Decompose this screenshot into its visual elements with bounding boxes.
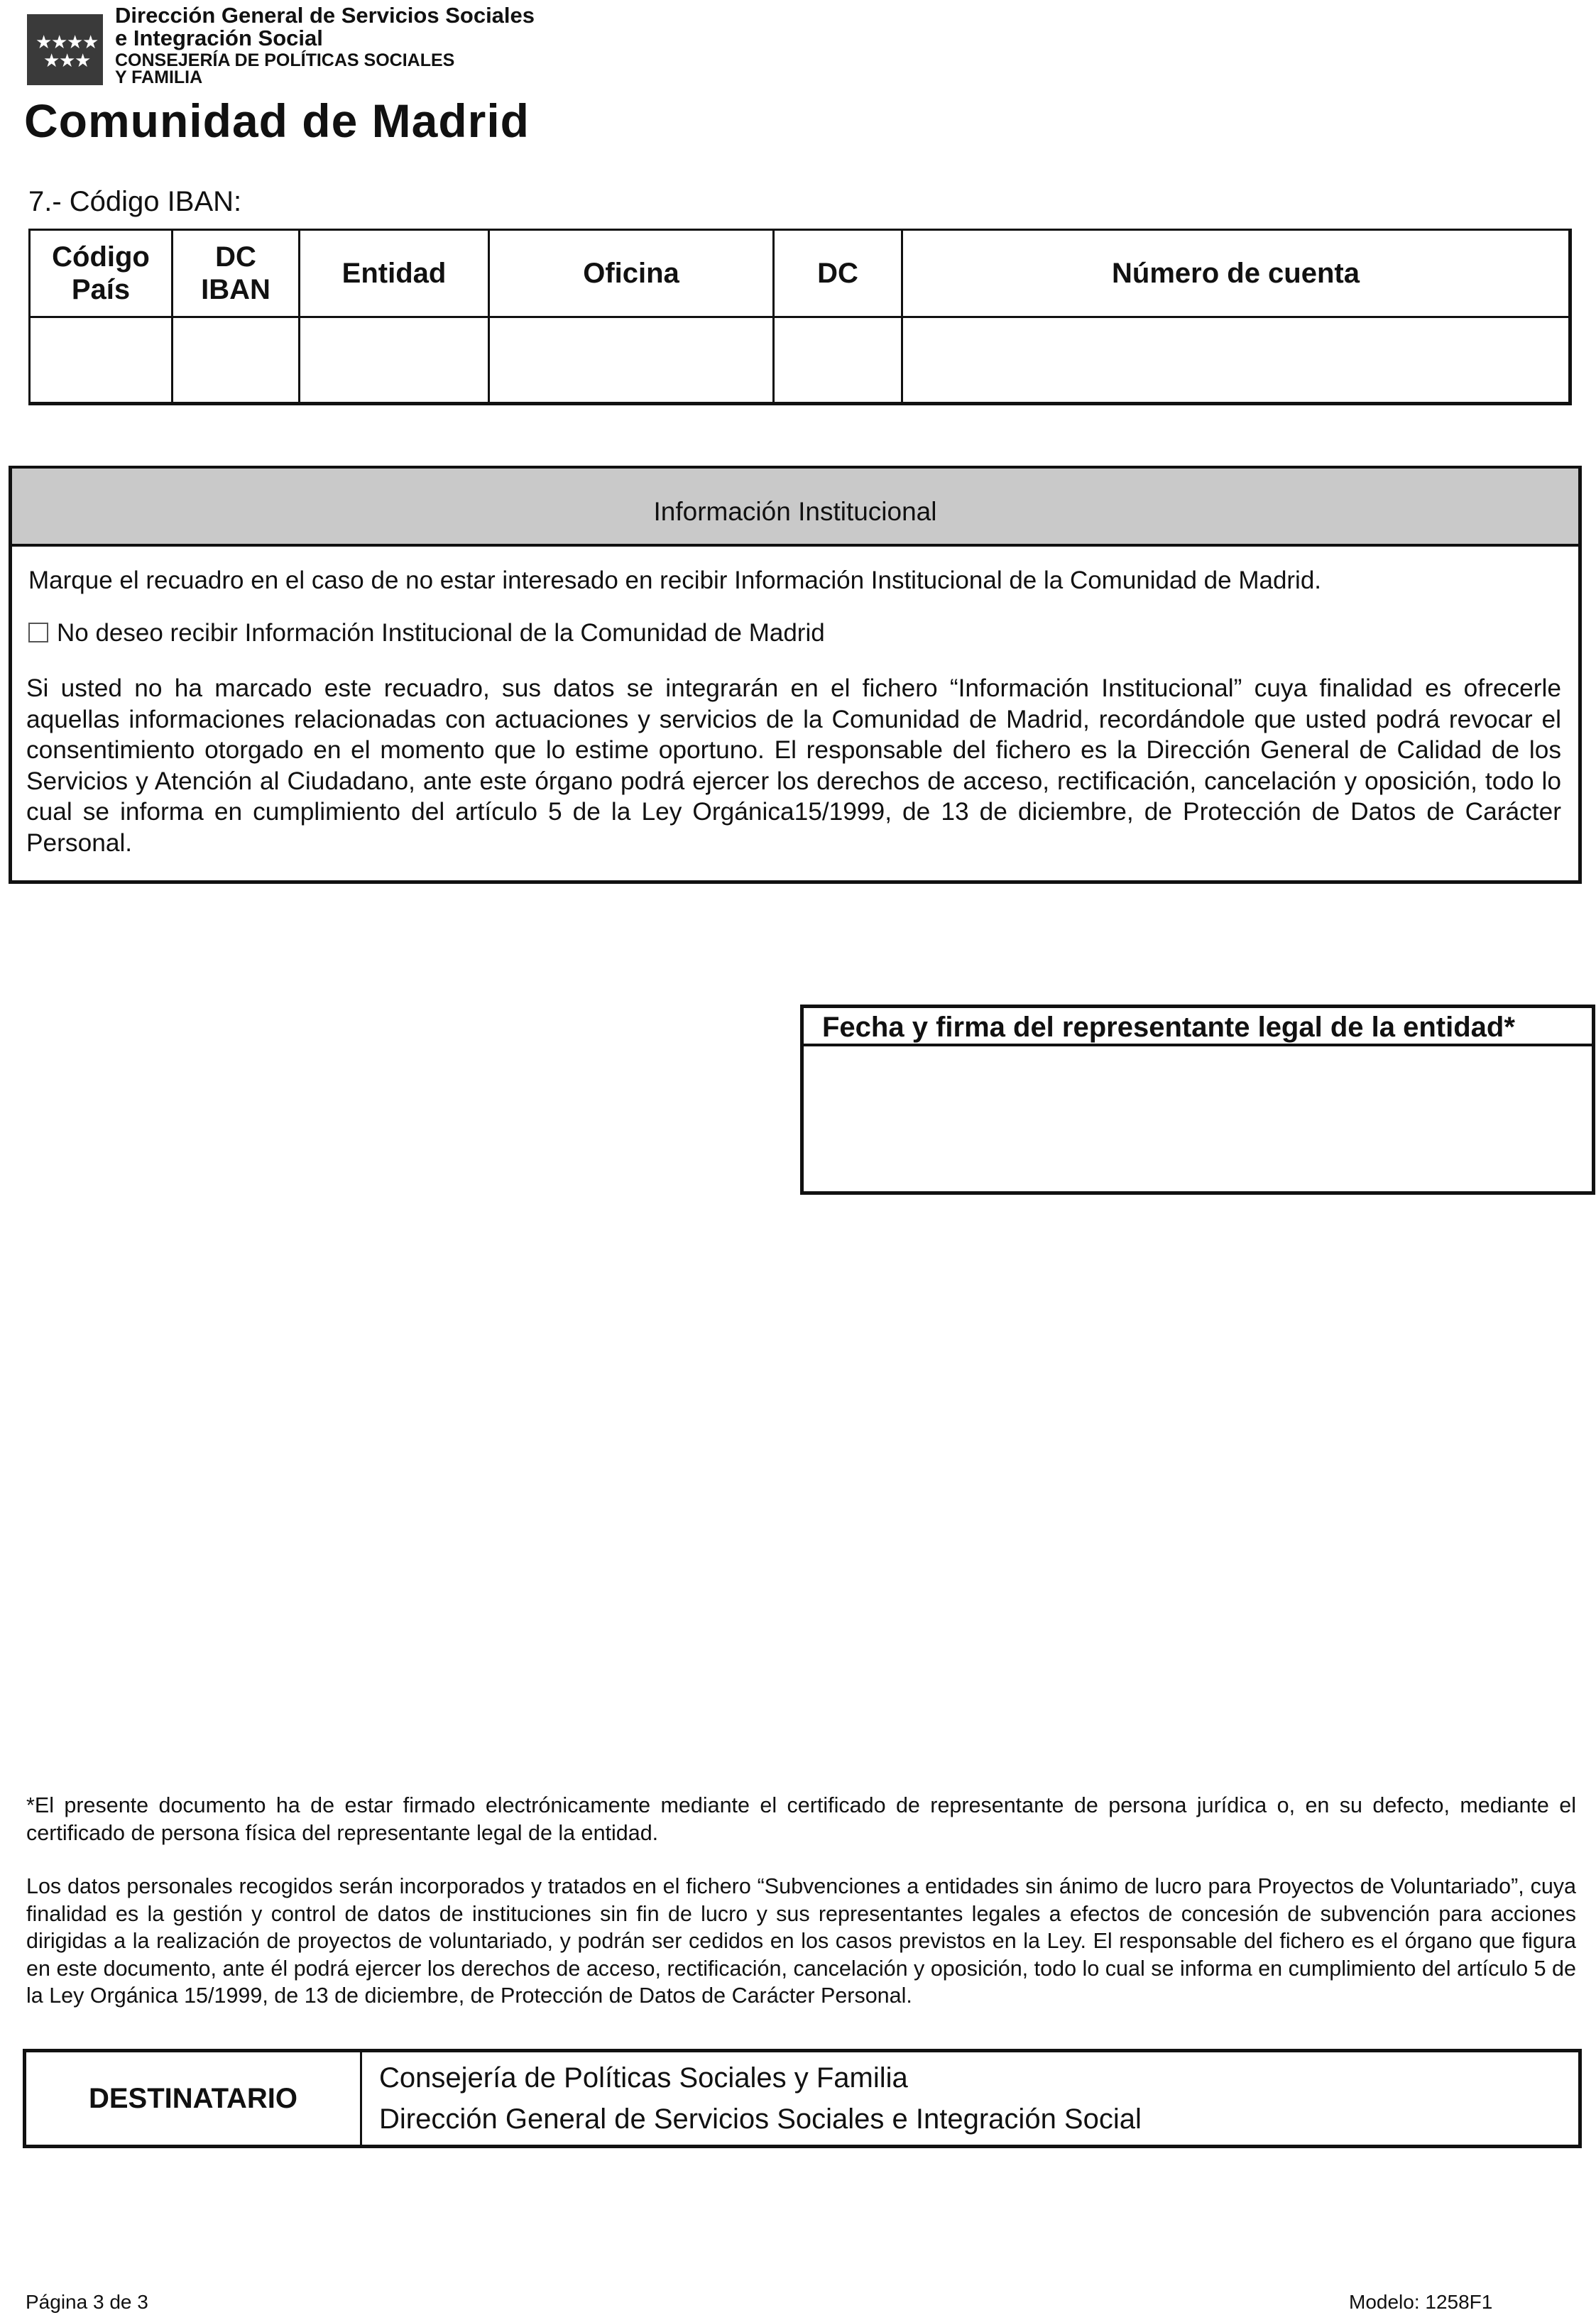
col-dc-line2: IBAN [201, 274, 270, 305]
entidad-field[interactable] [300, 317, 489, 404]
star-icon: ★ [75, 50, 92, 71]
star-icon: ★ [82, 31, 99, 53]
col-dc-line1: DC [215, 241, 256, 273]
iban-table [28, 229, 1572, 405]
info-paragraph: Si usted no ha marcado este recuadro, sus datos se integrarán en el fichero “Información Institucional” cuya finalidad es ofrecerle aquellas informaciones relacionadas con actuaciones y servicios de la Comunidad de Madrid, recordándole que usted podrá revocar el consentimiento otorgado en el momento que lo estime oportuno. El responsable del fichero es la Dirección General de Calidad de los Servicios y Atención al Ciudadano, ante este órgano podrá ejercer los derechos de acceso, rectificación, cancelación y oposición, todo lo cual se informa en cumplimiento del artículo 5 de la Ley Orgánica15/1999, de 13 de diciembre, de Protección de Datos de Carácter Personal. [26, 674, 1561, 857]
col-dc-iban [173, 230, 300, 317]
org-name-line1: Dirección General de Servicios Sociales [115, 3, 535, 28]
org-name-line3: CONSEJERÍA DE POLÍTICAS SOCIALES [115, 50, 455, 70]
opt-out-row[interactable] [28, 619, 825, 647]
col-numero-cuenta: Número de cuenta [902, 230, 1570, 317]
col-codigo-line2: País [71, 274, 131, 305]
dc-field[interactable] [774, 317, 902, 404]
comunidad-madrid-logo [27, 14, 103, 85]
footnote-signature: *El presente documento ha de estar firmado electrónicamente mediante el certificado de representante de persona jurídica o, en su defecto, mediante el certificado de persona física del representante legal de la entidad. [26, 1793, 1576, 1845]
star-icon: ★ [67, 31, 84, 53]
col-oficina: Oficina [489, 230, 774, 317]
info-institucional-heading: Información Institucional [12, 469, 1578, 547]
destinatario-value [361, 2051, 1580, 2147]
org-name-line4: Y FAMILIA [115, 67, 203, 87]
org-name-line2: e Integración Social [115, 26, 323, 50]
col-codigo-line1: Código [52, 241, 150, 273]
dc-iban-field[interactable] [173, 317, 300, 404]
destinatario-line2: Dirección General de Servicios Sociales e Integración Social [379, 2103, 1142, 2135]
opt-out-checkbox[interactable] [28, 623, 48, 642]
brand-title: Comunidad de Madrid [24, 94, 530, 147]
signature-box[interactable] [800, 1005, 1595, 1195]
numero-cuenta-field[interactable] [902, 317, 1570, 404]
star-icon: ★ [43, 50, 60, 71]
star-icon: ★ [59, 50, 76, 71]
col-entidad: Entidad [300, 230, 489, 317]
signature-title: Fecha y firma del representante legal de la entidad* [804, 1008, 1592, 1046]
destinatario-table [23, 2049, 1582, 2148]
col-codigo-pais [30, 230, 173, 317]
codigo-pais-field[interactable] [30, 317, 173, 404]
destinatario-line1: Consejería de Políticas Sociales y Familia [379, 2062, 908, 2094]
footnote-data-protection: Los datos personales recogidos serán incorporados y tratados en el fichero “Subvenciones a entidades sin ánimo de lucro para Proyectos de Voluntariado”, cuya finalidad es la gestión y control de datos de instituciones sin fin de lucro y sus representantes legales a efectos de concesión de subvención para acciones dirigidas a la realización de proyectos de voluntariado, y podrán ser cedidos en los casos previstos en la Ley. El responsable del fichero es el órgano que figura en este documento, ante él podrá ejercer los derechos de acceso, rectificación, cancelación y oposición, todo lo cual se informa en cumplimiento del artículo 5 de la Ley Orgánica 15/1999, de 13 de diciembre, de Protección de Datos de Carácter Personal. [26, 1874, 1576, 2008]
star-icon: ★ [51, 31, 68, 53]
opt-out-label: No deseo recibir Información Institucional de la Comunidad de Madrid [57, 619, 825, 647]
oficina-field[interactable] [489, 317, 774, 404]
destinatario-label: DESTINATARIO [25, 2051, 361, 2147]
page-number: Página 3 de 3 [26, 2291, 148, 2313]
model-number: Modelo: 1258F1 [1349, 2291, 1493, 2313]
iban-section-title: 7.- Código IBAN: [28, 186, 242, 217]
info-instruction: Marque el recuadro en el caso de no estar interesado en recibir Información Institucional de la Comunidad de Madrid. [28, 567, 1322, 594]
col-dc: DC [774, 230, 902, 317]
star-icon: ★ [35, 31, 53, 53]
